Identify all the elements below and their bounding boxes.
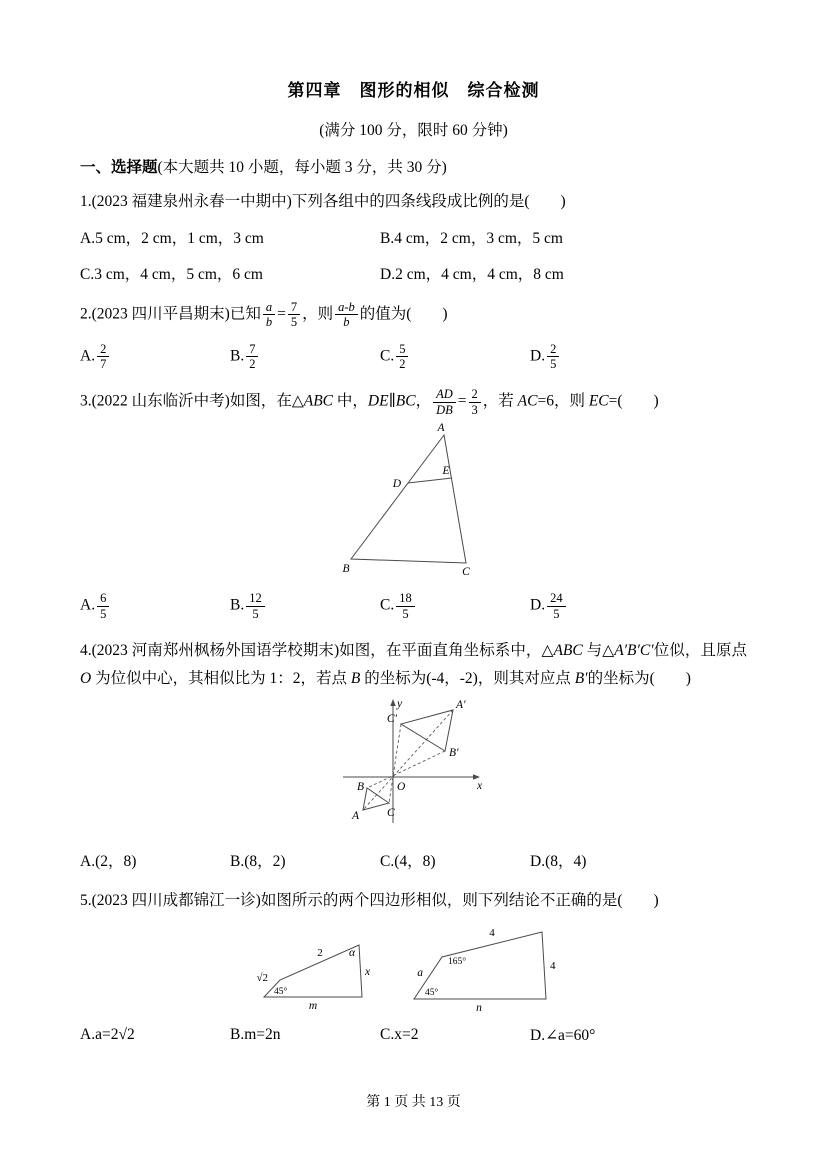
label-m-side: m (308, 999, 317, 1012)
label-sqrt2-side: √2 (255, 971, 268, 984)
q4-stem (80, 637, 747, 693)
question-1 (80, 188, 747, 284)
numerator: 2 (97, 342, 109, 357)
q2-option-c (380, 342, 530, 372)
fraction (547, 591, 566, 621)
label-side-2: 2 (316, 946, 323, 959)
label-a-prime: A′ (455, 698, 466, 711)
stem-text: 3.(2022 山东临沂中考)如图，在△ (80, 392, 304, 410)
variable-b1: B′ (574, 669, 588, 687)
label-a: A (436, 422, 445, 435)
numerator: 24 (547, 591, 566, 606)
quadrilaterals-figure (249, 919, 579, 1014)
q1-option-a: A.5 cm，2 cm，1 cm，3 cm (80, 229, 264, 247)
label-d: D (392, 478, 401, 491)
fraction-7-over-5 (288, 300, 300, 330)
q1-stem: 1.(2023 福建泉州永春一中期中)下列各组中的四条线段成比例的是( ) (80, 193, 566, 210)
option-label: D. (530, 596, 546, 614)
label-side-4-top: 4 (488, 926, 495, 939)
q4-options (80, 849, 747, 871)
variable-bc: BC (395, 392, 416, 410)
stem-text: 位似，且原点 (653, 641, 748, 659)
q3-options (80, 591, 747, 621)
parallel-symbol: ∥ (388, 392, 396, 410)
denominator: 3 (471, 402, 478, 417)
q2-stem (80, 300, 747, 330)
option-label: A. (80, 347, 96, 365)
question-2 (80, 300, 747, 372)
stem-text: 中， (333, 392, 368, 410)
coordinate-figure (338, 697, 490, 837)
denominator: 5 (100, 606, 107, 621)
stem-text: ， (415, 392, 432, 410)
label-side-4-right: 4 (549, 959, 555, 972)
option-label: D. (530, 347, 546, 365)
triangle-abc-outline (351, 435, 466, 563)
option-label: C. (380, 347, 395, 365)
fraction-a-minus-b-over-b (335, 300, 358, 330)
option-label: B. (230, 596, 245, 614)
label-b: B (356, 780, 364, 793)
q2-options (80, 342, 747, 372)
q2-option-d (530, 342, 747, 372)
label-45-degrees-2: 45° (424, 987, 438, 998)
triangle-figure (334, 421, 494, 579)
page-subtitle: (满分 100 分，限时 60 分钟) (319, 122, 508, 139)
variable-de: DE (367, 392, 389, 410)
q4-option-c: C.(4，8) (380, 852, 436, 870)
segment-de (408, 478, 452, 483)
x-axis-arrow (473, 774, 480, 779)
q1-option-d: D.2 cm，4 cm，4 cm，8 cm (380, 265, 564, 283)
q5-option-b: B.m=2n (230, 1026, 281, 1044)
dashed-ray-b (367, 751, 445, 788)
stem-text: 2.(2023 四川平昌期末)已知 (80, 305, 261, 323)
stem-text: 与△ (582, 641, 615, 659)
numerator: 2 (547, 342, 559, 357)
option-label: B. (230, 347, 245, 365)
q5-stem: 5.(2023 四川成都锦江一诊)如图所示的两个四边形相似，则下列结论不正确的是( ) (80, 891, 659, 909)
page-footer: 第 1 页 共 13 页 (366, 1095, 461, 1110)
numerator: a (263, 300, 275, 315)
fraction-ad-over-db (433, 387, 456, 417)
q3-option-b (230, 591, 380, 621)
denominator: 5 (553, 606, 560, 621)
denominator: 5 (252, 606, 259, 621)
numerator: 18 (396, 591, 415, 606)
fraction-a-over-b (263, 300, 275, 330)
question-5 (80, 887, 747, 1045)
label-a-side: a (416, 966, 423, 979)
denominator: 2 (249, 357, 256, 372)
variable-a1b1c1: A′B′C′ (614, 641, 654, 659)
label-45-degrees-1: 45° (273, 986, 287, 997)
denominator: DB (436, 402, 453, 417)
variable-b: B (350, 669, 361, 687)
variable-abc: ABC (553, 641, 583, 659)
triangle-abc-outline (363, 788, 389, 810)
fraction (246, 591, 265, 621)
q4-option-a: A.(2，8) (80, 852, 137, 870)
section-heading-bold: 一、选择题 (80, 159, 158, 176)
section-heading-rest: (本大题共 10 小题，每小题 3 分，共 30 分) (157, 159, 447, 176)
fraction (97, 591, 109, 621)
stem-text: =6，则 (537, 392, 589, 410)
stem-text: ，则 (302, 305, 334, 323)
q1-option-b: B.4 cm，2 cm，3 cm，5 cm (380, 229, 563, 247)
option-label: C. (380, 596, 395, 614)
page-title: 第四章 图形的相似 综合检测 (287, 81, 540, 100)
label-alpha-angle: α (348, 946, 355, 959)
stem-text: =( ) (608, 392, 659, 410)
triangle-a1b1c1-outline (401, 710, 453, 751)
label-c: C (461, 566, 470, 579)
variable-abc: ABC (303, 392, 334, 410)
variable-ec: EC (588, 392, 609, 410)
numerator: 7 (246, 342, 258, 357)
numerator: 6 (97, 591, 109, 606)
label-b-prime: B′ (448, 746, 459, 759)
numerator: 5 (396, 342, 408, 357)
fraction (246, 342, 258, 372)
fraction (547, 342, 559, 372)
label-c: C (386, 806, 395, 819)
numerator: a-b (335, 300, 358, 315)
denominator: 2 (399, 357, 406, 372)
numerator: 2 (469, 387, 481, 402)
label-n-side: n (475, 1001, 482, 1014)
label-b: B (341, 563, 350, 576)
q3-option-c (380, 591, 530, 621)
fraction (396, 342, 408, 372)
q3-option-d (530, 591, 747, 621)
label-165-degrees: 165° (447, 956, 466, 967)
q2-option-a (80, 342, 230, 372)
denominator: b (265, 315, 273, 330)
section-heading (80, 155, 747, 177)
q5-options (80, 1026, 747, 1045)
q3-stem (80, 387, 747, 417)
denominator: 7 (100, 357, 107, 372)
q1-option-c: C.3 cm，4 cm，5 cm，6 cm (80, 265, 263, 283)
equals-sign: = (457, 392, 467, 410)
question-4 (80, 637, 747, 871)
stem-text: 的坐标为( ) (587, 669, 691, 687)
y-axis-arrow (390, 699, 395, 706)
q3-option-a (80, 591, 230, 621)
variable-o: O (80, 669, 92, 687)
numerator: 12 (246, 591, 265, 606)
q5-option-a: A.a=2√2 (80, 1026, 135, 1044)
question-3 (80, 387, 747, 621)
option-label: A. (80, 596, 96, 614)
numerator: 7 (288, 300, 300, 315)
stem-text: 的坐标为(-4，-2)，则其对应点 (360, 669, 575, 687)
stem-text: 4.(2023 河南郑州枫杨外国语学校期末)如图，在平面直角坐标系中，△ (80, 641, 554, 659)
fraction-2-over-3 (469, 387, 481, 417)
label-y-axis: y (396, 697, 402, 710)
denominator: 5 (290, 315, 298, 330)
q5-option-d: D.∠a=60° (530, 1026, 596, 1044)
q5-option-c: C.x=2 (380, 1026, 419, 1044)
variable-ac: AC (517, 392, 538, 410)
label-x-side: x (364, 965, 370, 978)
label-c-prime: C′ (386, 712, 397, 725)
q1-options (80, 226, 747, 284)
label-e: E (441, 465, 450, 478)
q4-option-d: D.(8，4) (530, 852, 587, 870)
fraction (396, 591, 415, 621)
label-x-axis: x (476, 779, 482, 792)
denominator: 5 (402, 606, 409, 621)
numerator: AD (433, 387, 456, 402)
stem-text: ，若 (482, 392, 518, 410)
q2-option-b (230, 342, 380, 372)
q4-option-b: B.(8，2) (230, 852, 286, 870)
denominator: b (343, 315, 350, 330)
stem-text: 的值为( ) (359, 305, 448, 323)
stem-text: 为位似中心，其相似比为 1：2，若点 (91, 669, 351, 687)
label-origin: O (396, 780, 405, 793)
label-a: A (351, 809, 359, 822)
fraction (97, 342, 109, 372)
equals-sign: = (277, 305, 286, 323)
denominator: 5 (550, 357, 557, 372)
